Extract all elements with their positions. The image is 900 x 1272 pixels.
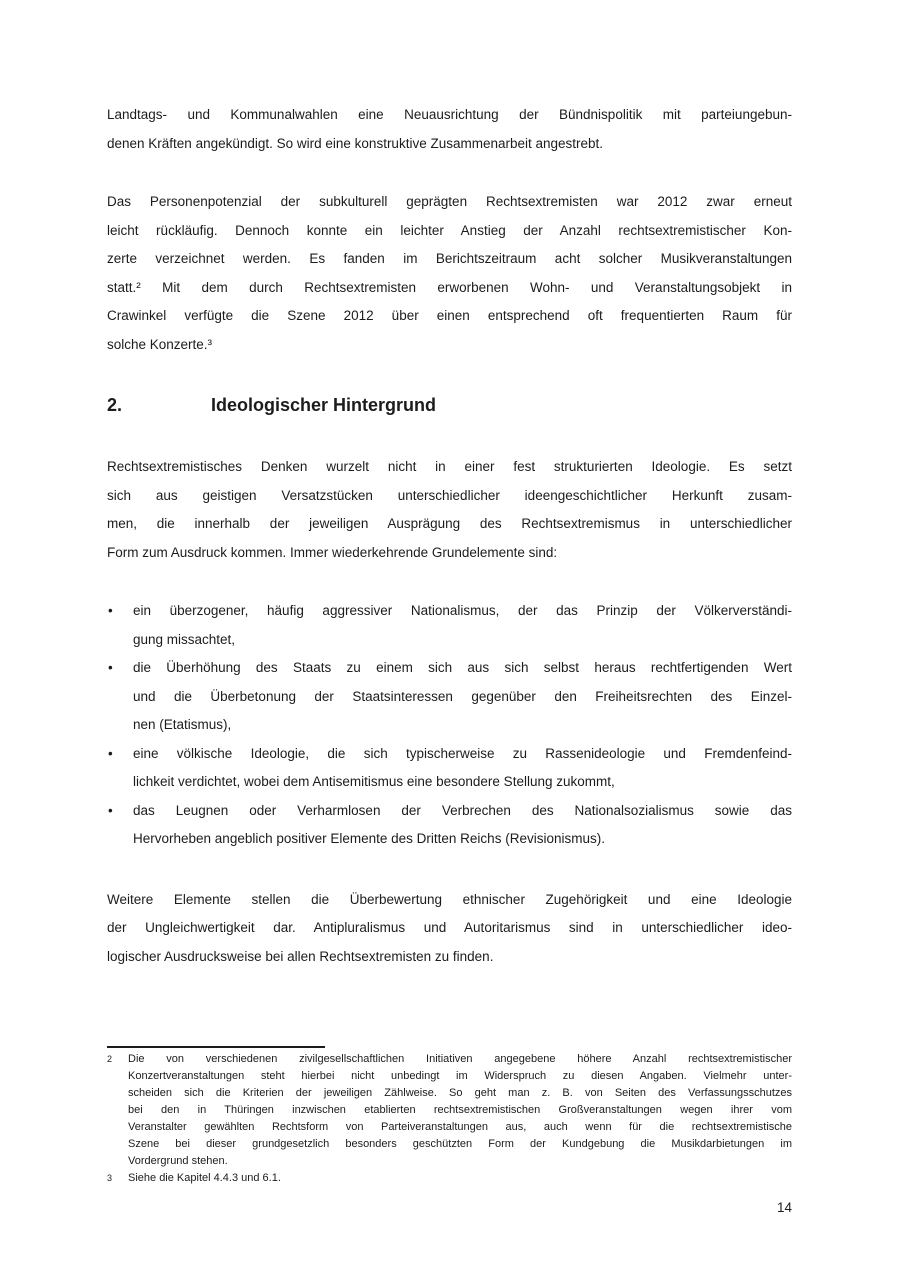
text-line: leicht rückläufig. Dennoch konnte ein leichter Anstieg der Anzahl rechtsextremistischer Kon- — [107, 222, 792, 238]
text-line: der Ungleichwertigkeit dar. Antipluralismus und Autoritarismus sind in unterschiedlicher ideo- — [107, 920, 792, 935]
paragraph — [107, 886, 792, 972]
text-line: statt.² Mit dem durch Rechtsextremisten erworbenen Wohn- und Veranstaltungsobjekt in — [107, 279, 792, 295]
footnote-line: Die von verschiedenen zivilgesellschaftlichen Initiativen angegebene höhere Anzahl rechtsextremistischer — [128, 1052, 792, 1065]
bullet-list — [107, 597, 792, 854]
footnote-marker: 3 — [107, 1172, 113, 1183]
text-line: sich aus geistigen Versatzstücken unterschiedlicher ideengeschichtlicher Herkunft zusam- — [107, 487, 792, 503]
text-line: die Überhöhung des Staats zu einem sich aus sich selbst heraus rechtfertigenden Wert — [133, 660, 792, 675]
text-line: das Leugnen oder Verharmlosen der Verbrechen des Nationalsozialismus sowie das — [133, 802, 792, 818]
paragraph — [107, 101, 792, 158]
text-line: ein überzogener, häufig aggressiver Nationalismus, der das Prinzip der Völkerverständi- — [133, 603, 792, 618]
text-line: Form zum Ausdruck kommen. Immer wiederkehrende Grundelemente sind: — [107, 544, 558, 560]
bullet-icon: • — [108, 603, 113, 618]
list-item — [107, 597, 792, 654]
bullet-icon: • — [108, 745, 113, 761]
text-line: gung missachtet, — [133, 631, 236, 647]
text-line: men, die innerhalb der jeweiligen Ausprägung des Rechtsextremismus in unterschiedlicher — [107, 516, 792, 531]
paragraph — [107, 188, 792, 359]
text-line: Weitere Elemente stellen die Überbewertung ethnischer Zugehörigkeit und eine Ideologie — [107, 891, 792, 907]
footnote-separator — [107, 1046, 325, 1048]
list-item — [107, 797, 792, 854]
section-title: Ideologischer Hintergrund — [211, 395, 437, 415]
footnote-line: Veranstalter gewählten Rechtsform von Parteiveranstaltungen aus, auch wenn für die rechtsextremistische — [128, 1120, 792, 1133]
text-line: lichkeit verdichtet, wobei dem Antisemitismus eine besondere Stellung zukommt, — [133, 774, 615, 789]
text-line: Crawinkel verfügte die Szene 2012 über einen entsprechend oft frequentierten Raum für — [107, 308, 792, 323]
text-line: Landtags- und Kommunalwahlen eine Neuausrichtung der Bündnispolitik mit parteiungebun- — [107, 107, 792, 122]
text-line: nen (Etatismus), — [133, 717, 232, 732]
section-number: 2. — [107, 395, 123, 415]
footnote-marker: 2 — [107, 1053, 113, 1064]
list-item — [107, 654, 792, 740]
text-line: und die Überbetonung der Staatsinteressen gegenüber den Freiheitsrechten des Einzel- — [133, 688, 792, 704]
footnote-line: Szene bei dieser grundgesetzlich besonders geschützten Form der Kundgebung die Musikdarbietungen im — [128, 1137, 792, 1150]
text-line: zerte verzeichnet werden. Es fanden im Berichtszeitraum acht solcher Musikveranstaltungen — [107, 251, 792, 266]
text-line: denen Kräften angekündigt. So wird eine konstruktive Zusammenarbeit angestrebt. — [107, 135, 604, 151]
text-line: Das Personenpotenzial der subkulturell geprägten Rechtsextremisten war 2012 zwar erneut — [107, 194, 792, 209]
text-line: Hervorheben angeblich positiver Elemente des Dritten Reichs (Revisionismus). — [133, 831, 605, 846]
footnote-line: scheiden sich die Kriterien der jeweiligen Zählweise. So geht man z. B. von Seiten des Verfassungsschutzes — [128, 1086, 792, 1099]
footnote — [107, 1170, 792, 1187]
text-line: logischer Ausdrucksweise bei allen Rechtsextremisten zu finden. — [107, 948, 494, 964]
text-line: eine völkische Ideologie, die sich typischerweise zu Rassenideologie und Fremdenfeind- — [133, 745, 792, 761]
text-line: Rechtsextremistisches Denken wurzelt nicht in einer fest strukturierten Ideologie. Es setzt — [107, 459, 792, 474]
footnote-line: Vordergrund stehen. — [128, 1154, 228, 1167]
bullet-icon: • — [108, 660, 113, 675]
footnote-line: Konzertveranstaltungen steht hierbei nicht unbedingt im Widerspruch zu diesen Angaben. Vielmehr unter- — [128, 1069, 792, 1082]
page-number: 14 — [776, 1199, 792, 1215]
footnote — [107, 1051, 792, 1170]
footnote-line: bei den in Thüringen inzwischen etablierten rechtsextremistischen Großveranstaltungen wegen ihrer vom — [128, 1103, 792, 1116]
page-content — [107, 0, 792, 1218]
text-line: solche Konzerte.³ — [107, 336, 213, 352]
footnote-line: Siehe die Kapitel 4.4.3 und 6.1. — [128, 1171, 281, 1184]
list-item — [107, 740, 792, 797]
footnote-section — [107, 1046, 792, 1187]
paragraph — [107, 453, 792, 567]
section-heading — [107, 390, 792, 420]
bullet-icon: • — [108, 802, 113, 818]
